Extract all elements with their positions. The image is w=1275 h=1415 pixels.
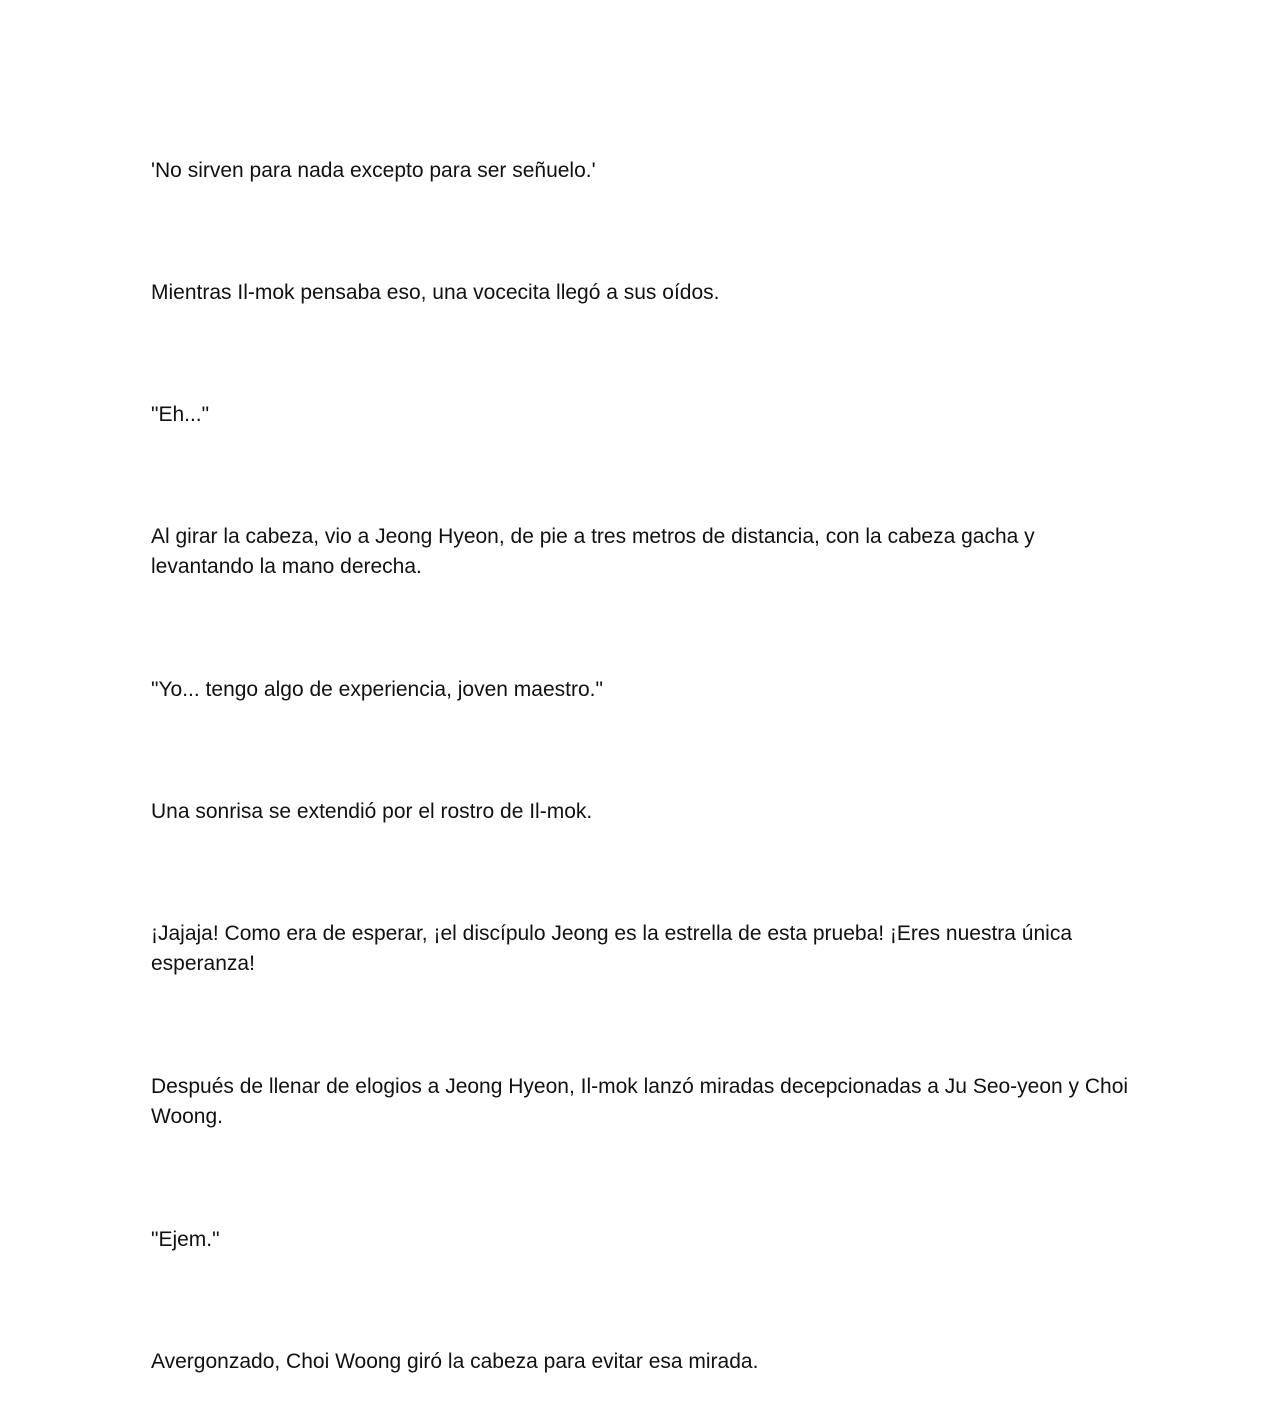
paragraph-8: Después de llenar de elogios a Jeong Hyeon, Il-mok lanzó miradas decepcionadas a Ju Seo-yeon y Choi Woong.: [151, 1075, 1129, 1128]
paragraph-7: ¡Jajaja! Como era de esperar, ¡el discípulo Jeong es la estrella de esta prueba! ¡Eres nuestra única esperanza!: [151, 922, 1073, 975]
paragraph-1: 'No sirven para nada excepto para ser señuelo.': [151, 159, 596, 182]
paragraph-4: Al girar la cabeza, vio a Jeong Hyeon, de pie a tres metros de distancia, con la cabeza gacha y levantando la mano derecha.: [151, 525, 1035, 578]
paragraph-3: "Eh...": [151, 403, 210, 426]
paragraph-6: Una sonrisa se extendió por el rostro de Il-mok.: [151, 800, 593, 823]
paragraph-5: "Yo... tengo algo de experiencia, joven maestro.": [151, 678, 603, 701]
paragraph-10: Avergonzado, Choi Woong giró la cabeza para evitar esa mirada.: [151, 1350, 759, 1373]
paragraph-9: "Ejem.": [151, 1228, 220, 1251]
paragraph-2: Mientras Il-mok pensaba eso, una vocecita llegó a sus oídos.: [151, 281, 720, 304]
